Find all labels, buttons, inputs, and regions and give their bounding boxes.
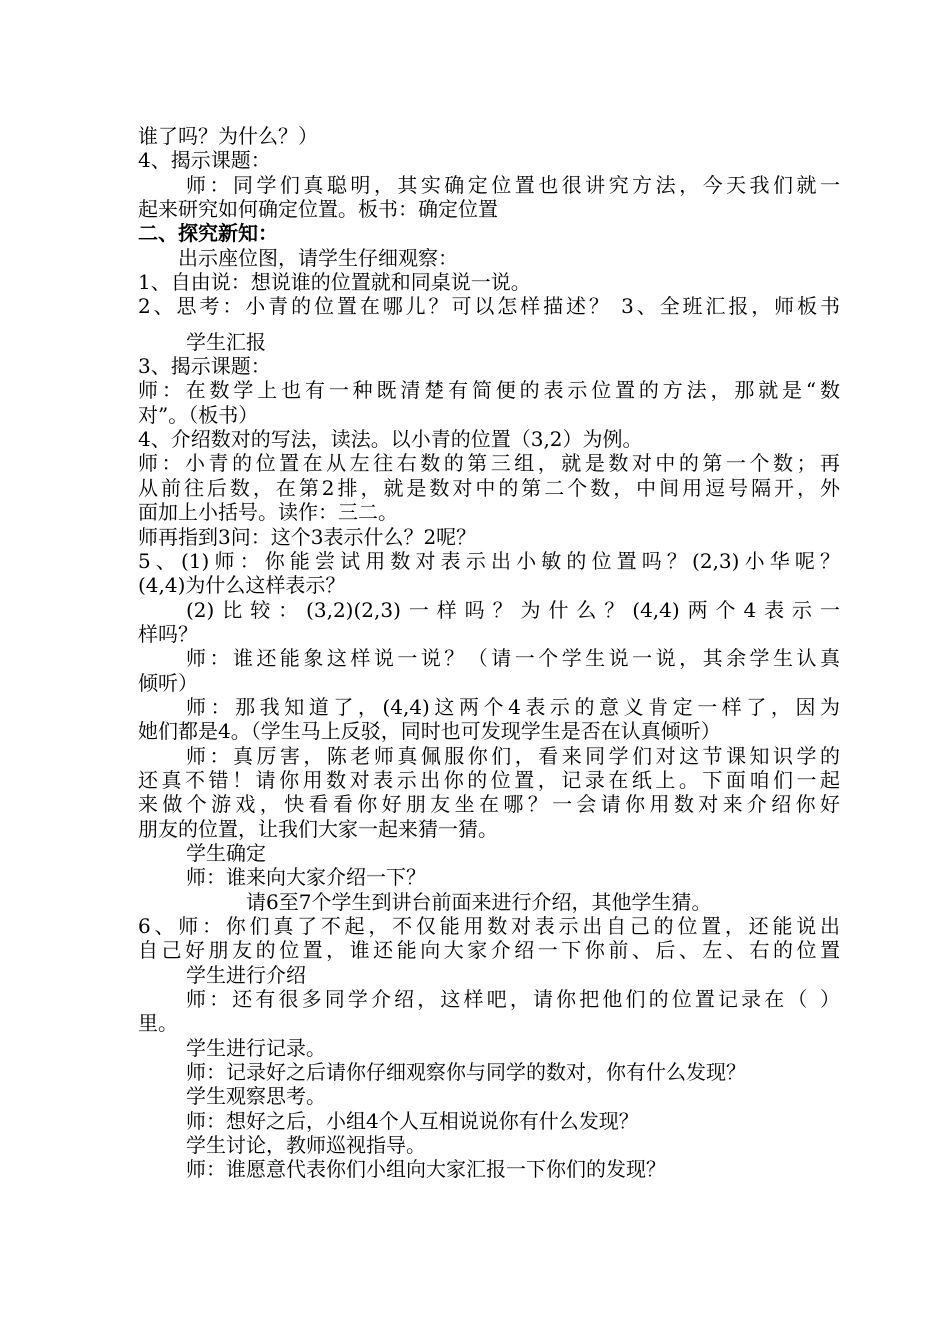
text-line: 师：还有很多同学介绍，这样吧，请你把他们的位置记录在（ ） — [186, 987, 840, 1012]
text-line: 自己好朋友的位置，谁还能向大家介绍一下你前、后、左、右的位置 — [138, 938, 840, 963]
text-line: 请6至7个学生到讲台前面来进行介绍，其他学生猜。 — [246, 889, 712, 914]
text-line: 她们都是4。（学生马上反驳，同时也可发现学生是否在认真倾听） — [138, 719, 721, 744]
text-line: 师：谁来向大家介绍一下？ — [186, 865, 426, 890]
text-line: 来做个游戏，快看看你好朋友坐在哪？一会请你用数对来介绍你好 — [138, 792, 840, 817]
text-line: 师：同学们真聪明，其实确定位置也很讲究方法，今天我们就一 — [186, 172, 840, 197]
text-line: 学生讨论，教师巡视指导。 — [186, 1133, 426, 1158]
text-line: 师：谁愿意代表你们小组向大家汇报一下你们的发现？ — [186, 1157, 666, 1182]
text-line: 师：小青的位置在从左往右数的第三组，就是数对中的第一个数；再 — [138, 451, 840, 476]
text-line: 师：记录好之后请你仔细观察你与同学的数对，你有什么发现？ — [186, 1060, 746, 1085]
text-line: 倾听） — [138, 670, 198, 695]
step-heading: 3、揭示课题： — [138, 354, 271, 379]
text-line: (2)比较：(3,2)(2,3)一样吗？为什么？(4,4)两个4表示一 — [186, 597, 840, 622]
document-body — [138, 124, 840, 1182]
text-line: 师：谁还能象这样说一说？（请一个学生说一说，其余学生认真 — [186, 646, 840, 671]
text-line: 1、自由说：想说谁的位置就和同桌说一说。 — [138, 270, 531, 295]
text-line: 面加上小括号。读作：三二。 — [138, 500, 398, 525]
text-line: 2、思考：小青的位置在哪儿？可以怎样描述？ 3、全班汇报，师板书 — [138, 294, 840, 319]
section-heading: 二、探究新知： — [138, 221, 278, 246]
text-line: 学生进行记录。 — [186, 1035, 326, 1060]
text-line: 学生观察思考。 — [186, 1084, 326, 1109]
text-line: 里。 — [138, 1011, 178, 1036]
text-line: 学生进行介绍 — [186, 962, 306, 987]
step-heading: 4、揭示课题： — [138, 148, 271, 173]
text-line: 师：真厉害，陈老师真佩服你们，看来同学们对这节课知识学的 — [186, 743, 840, 768]
text-line: 学生汇报 — [186, 329, 266, 354]
text-line: 谁了吗？为什么？） — [138, 124, 318, 148]
text-line: 师再指到3问：这个3表示什么？2呢？ — [138, 524, 477, 549]
text-line: 师：想好之后，小组4个人互相说说你有什么发现？ — [186, 1108, 639, 1133]
text-line: 对”。（板书） — [138, 402, 259, 427]
text-line: 还真不错！请你用数对表示出你的位置，记录在纸上。下面咱们一起 — [138, 767, 840, 792]
text-line: 学生确定 — [186, 840, 266, 865]
text-line: 师：在数学上也有一种既清楚有简便的表示位置的方法，那就是“数 — [138, 378, 840, 403]
text-line: 样吗？ — [138, 621, 198, 646]
text-line: 朋友的位置，让我们大家一起来猜一猜。 — [138, 816, 498, 841]
text-line: 师：那我知道了，(4,4)这两个4表示的意义肯定一样了，因为 — [186, 694, 840, 719]
text-line: 起来研究如何确定位置。板书：确定位置 — [138, 197, 498, 222]
text-line: 出示座位图，请学生仔细观察： — [178, 245, 458, 270]
text-line: 从前往后数，在第2排，就是数对中的第二个数，中间用逗号隔开，外 — [138, 475, 840, 500]
text-line: 5、(1)师：你能尝试用数对表示出小敏的位置吗？(2,3)小华呢？ — [138, 548, 840, 573]
text-line: 6、师：你们真了不起，不仅能用数对表示出自己的位置，还能说出 — [138, 914, 840, 938]
text-line: (4,4)为什么这样表示？ — [138, 573, 346, 598]
step-heading: 4、介绍数对的写法，读法。以小青的位置（3,2）为例。 — [138, 427, 643, 452]
